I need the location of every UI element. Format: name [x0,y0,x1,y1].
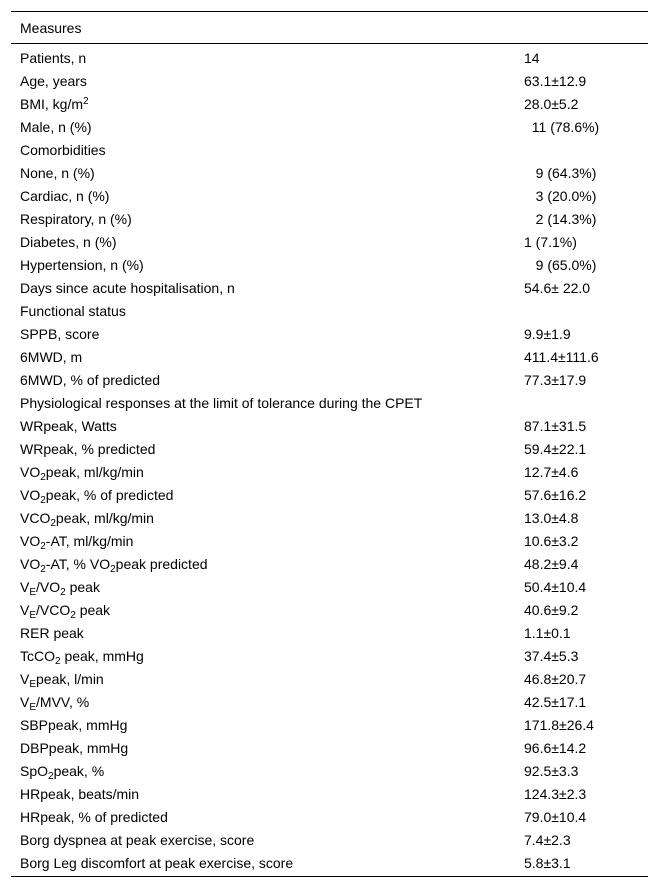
table-bottom-rule [11,876,648,877]
row-label: None, n (%) [20,164,95,181]
row-label: 6MWD, m [20,348,83,365]
section-label: Physiological responses at the limit of tolerance during the CPET [20,394,423,411]
table-row [11,667,648,690]
header-measures: Measures [20,19,82,36]
table-row [11,322,648,345]
row-value: 40.6±9.2 [524,601,579,618]
table-row [11,161,648,184]
row-value: 171.8±26.4 [524,716,594,733]
measures-table [11,11,648,877]
row-label: Borg Leg discomfort at peak exercise, score [20,854,294,871]
table-row [11,759,648,782]
row-value: 48.2±9.4 [524,555,579,572]
row-label: HRpeak, beats/min [20,785,140,802]
table-row [11,828,648,851]
row-value: 13.0±4.8 [524,509,579,526]
table-row [11,345,648,368]
table-row [11,437,648,460]
row-label: $VO_2-AT$, ml/kg/min [20,532,134,552]
table-row [11,230,648,253]
table-row [11,253,648,276]
row-value: 14 [524,49,540,66]
row-value: 28.0±5.2 [524,95,579,112]
row-value: 411.4±111.6 [524,348,599,365]
table-row [11,92,648,115]
row-label: Male, n (%) [20,118,92,135]
row-value: 11 (78.6%) [524,118,600,135]
table-row [11,69,648,92]
row-label: SpO$_2$peak, % [20,762,105,782]
table-row [11,621,648,644]
table-row [11,529,648,552]
row-value: 9 (65.0%) [524,256,597,273]
table-row [11,644,648,667]
row-value: 37.4±5.3 [524,647,579,664]
row-value: 50.4±10.4 [524,578,587,595]
table-header [11,12,648,43]
row-label: Patients, n [20,49,87,66]
row-value: 5.8±3.1 [524,854,571,871]
row-value: 54.6± 22.0 [524,279,591,296]
row-value: 46.8±20.7 [524,670,587,687]
section-row-physiological-responses [11,391,648,414]
row-value: 7.4±2.3 [524,831,571,848]
row-value: 87.1±31.5 [524,417,587,434]
row-value: 57.6±16.2 [524,486,587,503]
row-value: 9 (64.3%) [524,164,597,181]
row-value: 63.1±12.9 [524,72,587,89]
table-row [11,506,648,529]
row-label: $V_E/VCO_2$ peak [20,601,111,621]
row-label: SPPB, score [20,325,100,342]
table-row [11,368,648,391]
table-row [11,552,648,575]
table-row [11,184,648,207]
row-value: 77.3±17.9 [524,371,587,388]
row-value: 10.6±3.2 [524,532,579,549]
row-label: Diabetes, n (%) [20,233,117,250]
row-label: $VO_2peak$, ml/kg/min [20,463,144,483]
table-row [11,115,648,138]
row-value: 124.3±2.3 [524,785,587,802]
row-value: 92.5±3.3 [524,762,579,779]
row-label: $V_E$/MVV, % [20,693,90,713]
row-label: DBPpeak, mmHg [20,739,129,756]
row-label: Hypertension, n (%) [20,256,144,273]
section-row-comorbidities [11,138,648,161]
row-label: 6MWD, % of predicted [20,371,161,388]
row-label: BMI, $kg/m^2$ [20,95,89,112]
table-row [11,276,648,299]
row-value: 3 (20.0%) [524,187,597,204]
row-label: $V_Epeak$, l/min [20,670,104,690]
table-row [11,805,648,828]
row-value: 1.1±0.1 [524,624,571,641]
row-label: $VO_2-AT$, % $VO_2peak$ predicted [20,555,208,575]
row-value: 42.5±17.1 [524,693,587,710]
table-row [11,598,648,621]
row-label: Borg dyspnea at peak exercise, score [20,831,255,848]
row-value: 1 (7.1%) [524,233,577,250]
row-label: RER peak [20,624,84,641]
row-value: 12.7±4.6 [524,463,579,480]
row-label: Cardiac, n (%) [20,187,110,204]
table-row [11,851,648,874]
table-row [11,483,648,506]
row-value: 96.6±14.2 [524,739,587,756]
table-row [11,414,648,437]
row-label: WRpeak, % predicted [20,440,156,457]
table-row [11,713,648,736]
row-value: 59.4±22.1 [524,440,587,457]
section-row-functional-status [11,299,648,322]
row-label: Respiratory, n (%) [20,210,132,227]
row-label: $V_E/VO_2$ peak [20,578,100,598]
section-label: Comorbidities [20,141,106,158]
row-label: $VCO_2peak$, ml/kg/min [20,509,154,529]
table-row [11,736,648,759]
table-row [11,207,648,230]
row-value: 79.0±10.4 [524,808,587,825]
section-label: Functional status [20,302,126,319]
row-label: TcCO$_2$ peak, mmHg [20,647,144,667]
table-row [11,575,648,598]
row-value: 9.9±1.9 [524,325,571,342]
row-label: $VO_2peak$, % of predicted [20,486,174,506]
row-label: SBPpeak, mmHg [20,716,128,733]
row-value: 2 (14.3%) [524,210,597,227]
row-label: WRpeak, Watts [20,417,117,434]
table-row [11,460,648,483]
table-row [11,782,648,805]
table-row [11,46,648,69]
row-label: Age, years [20,72,87,89]
table-row [11,690,648,713]
row-label: HRpeak, % of predicted [20,808,168,825]
row-label: Days since acute hospitalisation, n [20,279,235,296]
